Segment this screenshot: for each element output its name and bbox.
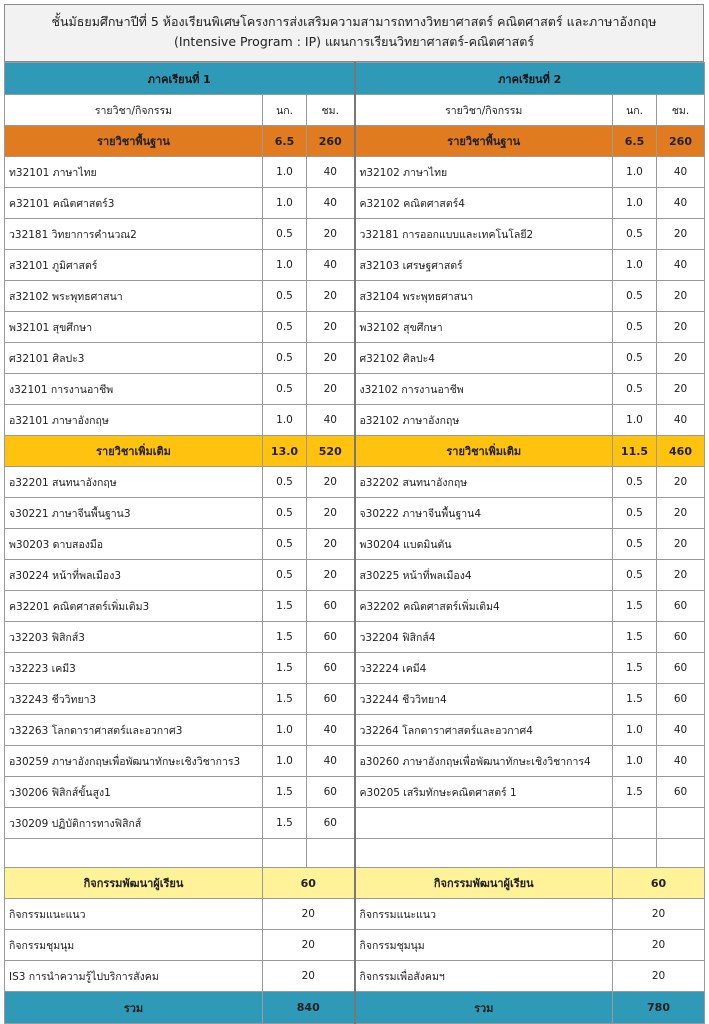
subject-s1: ค32201 คณิตศาสตร์เพิ่มเติม3	[5, 591, 263, 622]
credits-s1: 1.0	[263, 250, 307, 281]
basic-label-s1: รายวิชาพื้นฐาน	[5, 126, 263, 157]
hours-s1: 20	[307, 343, 355, 374]
credits-s2: 1.0	[613, 188, 657, 219]
col-subject-s1: รายวิชา/กิจกรรม	[5, 95, 263, 126]
subject-s2: ส32104 พระพุทธศาสนา	[355, 281, 613, 312]
credits-s2: 1.5	[613, 653, 657, 684]
table-row	[5, 250, 705, 281]
credits-s1: 0.5	[263, 498, 307, 529]
column-header-row	[5, 95, 705, 126]
hours-s1: 60	[307, 653, 355, 684]
subject-s2: ว32244 ชีววิทยา4	[355, 684, 613, 715]
subject-s1: ว30206 ฟิสิกส์ขั้นสูง1	[5, 777, 263, 808]
basic-label-s2: รายวิชาพื้นฐาน	[355, 126, 613, 157]
basic-credits-s2: 6.5	[613, 126, 657, 157]
hours-s1: 20	[307, 498, 355, 529]
total-hours-s1: 840	[263, 992, 355, 1024]
extra-label-s2: รายวิชาเพิ่มเติม	[355, 436, 613, 467]
hours-s2: 40	[657, 188, 705, 219]
credits-s1: 0.5	[263, 312, 307, 343]
credits-s1: 0.5	[263, 343, 307, 374]
credits-s2: 1.0	[613, 157, 657, 188]
hours-s2: 20	[657, 343, 705, 374]
activity-s1: IS3 การนำความรู้ไปบริการสังคม	[5, 961, 263, 992]
extra-credits-s2: 11.5	[613, 436, 657, 467]
table-row	[5, 777, 705, 808]
blank-row	[5, 839, 705, 868]
credits-s1: 1.5	[263, 808, 307, 839]
extra-credits-s1: 13.0	[263, 436, 307, 467]
credits-s2: 0.5	[613, 343, 657, 374]
hours-s2: 20	[657, 560, 705, 591]
credits-s2: 1.0	[613, 405, 657, 436]
table-row	[5, 930, 705, 961]
col-hours-s2: ชม.	[657, 95, 705, 126]
credits-s1: 1.0	[263, 157, 307, 188]
hours-s2: 20	[657, 467, 705, 498]
semester-1-header: ภาคเรียนที่ 1	[5, 63, 355, 95]
activities-hours-s2: 60	[613, 868, 705, 899]
activity-hours-s1: 20	[263, 930, 355, 961]
credits-s2: 1.5	[613, 684, 657, 715]
table-row	[5, 560, 705, 591]
credits-s1: 1.5	[263, 622, 307, 653]
hours-s2: 20	[657, 498, 705, 529]
activities-label-s1: กิจกรรมพัฒนาผู้เรียน	[5, 868, 263, 899]
activity-hours-s1: 20	[263, 961, 355, 992]
hours-s1: 20	[307, 467, 355, 498]
hours-s2: 60	[657, 622, 705, 653]
col-hours-s1: ชม.	[307, 95, 355, 126]
subject-s2: พ30204 แบดมินตัน	[355, 529, 613, 560]
extra-label-s1: รายวิชาเพิ่มเติม	[5, 436, 263, 467]
credits-s1: 0.5	[263, 529, 307, 560]
table-row	[5, 467, 705, 498]
credits-s2: 0.5	[613, 498, 657, 529]
table-row	[5, 746, 705, 777]
credits-s1: 0.5	[263, 374, 307, 405]
hours-s1: 60	[307, 591, 355, 622]
subject-s1: จ30221 ภาษาจีนพื้นฐาน3	[5, 498, 263, 529]
table-row	[5, 529, 705, 560]
subject-s2: ว32224 เคมี4	[355, 653, 613, 684]
subject-s2: ค32102 คณิตศาสตร์4	[355, 188, 613, 219]
table-row	[5, 312, 705, 343]
activity-s2: กิจกรรมแนะแนว	[355, 899, 613, 930]
hours-s2: 60	[657, 684, 705, 715]
subject-s2: ว32181 การออกแบบและเทคโนโลยี2	[355, 219, 613, 250]
col-credits-s2: นก.	[613, 95, 657, 126]
hours-s2: 60	[657, 777, 705, 808]
hours-s1: 60	[307, 808, 355, 839]
hours-s1: 20	[307, 374, 355, 405]
table-row	[5, 961, 705, 992]
subject-s1: ท32101 ภาษาไทย	[5, 157, 263, 188]
curriculum-table	[4, 62, 705, 1024]
basic-hours-s1: 260	[307, 126, 355, 157]
hours-s2	[657, 808, 705, 839]
activity-s2: กิจกรรมชุมนุม	[355, 930, 613, 961]
subject-s1: ว32243 ชีววิทยา3	[5, 684, 263, 715]
subject-s1: อ30259 ภาษาอังกฤษเพื่อพัฒนาทักษะเชิงวิชาการ3	[5, 746, 263, 777]
total-hours-s2: 780	[613, 992, 705, 1024]
hours-s1: 40	[307, 746, 355, 777]
table-row	[5, 405, 705, 436]
subject-s2: ง32102 การงานอาชีพ	[355, 374, 613, 405]
subject-s1: ส32101 ภูมิศาสตร์	[5, 250, 263, 281]
credits-s1: 1.5	[263, 777, 307, 808]
credits-s1: 1.5	[263, 684, 307, 715]
hours-s1: 20	[307, 312, 355, 343]
subject-s2	[355, 808, 613, 839]
subject-s1: ว32263 โลกดาราศาสตร์และอวกาศ3	[5, 715, 263, 746]
subject-s1: ว32181 วิทยาการคำนวณ2	[5, 219, 263, 250]
hours-s2: 40	[657, 746, 705, 777]
total-row	[5, 992, 705, 1024]
subject-s2: ว32264 โลกดาราศาสตร์และอวกาศ4	[355, 715, 613, 746]
hours-s2: 60	[657, 591, 705, 622]
title-line-2: (Intensive Program : IP) แผนการเรียนวิทยาศาสตร์-คณิตศาสตร์	[173, 34, 535, 49]
additional-subjects-header	[5, 436, 705, 467]
col-subject-s2: รายวิชา/กิจกรรม	[355, 95, 613, 126]
semester-2-header: ภาคเรียนที่ 2	[355, 63, 705, 95]
subject-s2: ว32204 ฟิสิกส์4	[355, 622, 613, 653]
credits-s2: 1.5	[613, 622, 657, 653]
credits-s2: 1.5	[613, 777, 657, 808]
credits-s1: 0.5	[263, 560, 307, 591]
credits-s2	[613, 808, 657, 839]
hours-s1: 40	[307, 250, 355, 281]
page-title	[4, 4, 704, 62]
hours-s1: 60	[307, 684, 355, 715]
hours-s1: 20	[307, 219, 355, 250]
credits-s1: 0.5	[263, 219, 307, 250]
credits-s1: 1.5	[263, 591, 307, 622]
subject-s1: ว30209 ปฏิบัติการทางฟิสิกส์	[5, 808, 263, 839]
table-row	[5, 498, 705, 529]
table-row	[5, 715, 705, 746]
table-row	[5, 622, 705, 653]
activities-hours-s1: 60	[263, 868, 355, 899]
basic-credits-s1: 6.5	[263, 126, 307, 157]
credits-s1: 1.5	[263, 653, 307, 684]
table-row	[5, 808, 705, 839]
credits-s2: 1.0	[613, 746, 657, 777]
basic-subjects-header	[5, 126, 705, 157]
activity-hours-s1: 20	[263, 899, 355, 930]
subject-s2: ศ32102 ศิลปะ4	[355, 343, 613, 374]
hours-s1: 40	[307, 405, 355, 436]
hours-s2: 20	[657, 219, 705, 250]
hours-s1: 60	[307, 622, 355, 653]
col-credits-s1: นก.	[263, 95, 307, 126]
hours-s2: 60	[657, 653, 705, 684]
table-row	[5, 684, 705, 715]
total-label-s1: รวม	[5, 992, 263, 1024]
credits-s2: 1.5	[613, 591, 657, 622]
extra-hours-s1: 520	[307, 436, 355, 467]
subject-s2: พ32102 สุขศึกษา	[355, 312, 613, 343]
curriculum-sheet	[4, 4, 704, 1018]
hours-s1: 40	[307, 715, 355, 746]
table-row	[5, 343, 705, 374]
hours-s2: 20	[657, 312, 705, 343]
subject-s2: จ30222 ภาษาจีนพื้นฐาน4	[355, 498, 613, 529]
credits-s2: 0.5	[613, 560, 657, 591]
hours-s1: 40	[307, 188, 355, 219]
subject-s1: ว32223 เคมี3	[5, 653, 263, 684]
activity-s1: กิจกรรมชุมนุม	[5, 930, 263, 961]
subject-s1: อ32201 สนทนาอังกฤษ	[5, 467, 263, 498]
subject-s2: อ32102 ภาษาอังกฤษ	[355, 405, 613, 436]
credits-s1: 0.5	[263, 281, 307, 312]
subject-s1: ว32203 ฟิสิกส์3	[5, 622, 263, 653]
extra-hours-s2: 460	[657, 436, 705, 467]
subject-s1: พ32101 สุขศึกษา	[5, 312, 263, 343]
credits-s2: 1.0	[613, 715, 657, 746]
subject-s2: ส30225 หน้าที่พลเมือง4	[355, 560, 613, 591]
hours-s2: 20	[657, 374, 705, 405]
subject-s2: ค32202 คณิตศาสตร์เพิ่มเติม4	[355, 591, 613, 622]
subject-s1: ง32101 การงานอาชีพ	[5, 374, 263, 405]
activity-hours-s2: 20	[613, 899, 705, 930]
subject-s2: อ30260 ภาษาอังกฤษเพื่อพัฒนาทักษะเชิงวิชาการ4	[355, 746, 613, 777]
credits-s1: 1.0	[263, 405, 307, 436]
hours-s1: 60	[307, 777, 355, 808]
subject-s2: ท32102 ภาษาไทย	[355, 157, 613, 188]
credits-s2: 1.0	[613, 250, 657, 281]
credits-s2: 0.5	[613, 467, 657, 498]
subject-s1: ส32102 พระพุทธศาสนา	[5, 281, 263, 312]
credits-s2: 0.5	[613, 374, 657, 405]
hours-s1: 20	[307, 281, 355, 312]
activity-hours-s2: 20	[613, 930, 705, 961]
total-label-s2: รวม	[355, 992, 613, 1024]
credits-s1: 1.0	[263, 188, 307, 219]
table-row	[5, 219, 705, 250]
activity-s2: กิจกรรมเพื่อสังคมฯ	[355, 961, 613, 992]
activity-s1: กิจกรรมแนะแนว	[5, 899, 263, 930]
hours-s1: 40	[307, 157, 355, 188]
table-row	[5, 281, 705, 312]
credits-s1: 0.5	[263, 467, 307, 498]
credits-s2: 0.5	[613, 219, 657, 250]
basic-hours-s2: 260	[657, 126, 705, 157]
hours-s2: 40	[657, 405, 705, 436]
credits-s1: 1.0	[263, 746, 307, 777]
activity-hours-s2: 20	[613, 961, 705, 992]
table-row	[5, 157, 705, 188]
hours-s2: 20	[657, 281, 705, 312]
table-row	[5, 591, 705, 622]
hours-s2: 20	[657, 529, 705, 560]
credits-s2: 0.5	[613, 312, 657, 343]
table-row	[5, 899, 705, 930]
credits-s1: 1.0	[263, 715, 307, 746]
subject-s1: ส30224 หน้าที่พลเมือง3	[5, 560, 263, 591]
activities-header	[5, 868, 705, 899]
semester-header-row	[5, 63, 705, 95]
hours-s2: 40	[657, 715, 705, 746]
subject-s1: ค32101 คณิตศาสตร์3	[5, 188, 263, 219]
subject-s1: พ30203 ดาบสองมือ	[5, 529, 263, 560]
hours-s2: 40	[657, 157, 705, 188]
credits-s2: 0.5	[613, 281, 657, 312]
title-line-1: ชั้นมัธยมศึกษาปีที่ 5 ห้องเรียนพิเศษโครงการส่งเสริมความสามารถทางวิทยาศาสตร์ คณิตศาสตร์ และภาษาอังกฤษ	[51, 14, 657, 29]
subject-s2: ส32103 เศรษฐศาสตร์	[355, 250, 613, 281]
hours-s2: 40	[657, 250, 705, 281]
hours-s1: 20	[307, 560, 355, 591]
subject-s1: ศ32101 ศิลปะ3	[5, 343, 263, 374]
subject-s2: ค30205 เสริมทักษะคณิตศาสตร์ 1	[355, 777, 613, 808]
table-row	[5, 653, 705, 684]
activities-label-s2: กิจกรรมพัฒนาผู้เรียน	[355, 868, 613, 899]
credits-s2: 0.5	[613, 529, 657, 560]
table-row	[5, 188, 705, 219]
hours-s1: 20	[307, 529, 355, 560]
subject-s1: อ32101 ภาษาอังกฤษ	[5, 405, 263, 436]
subject-s2: อ32202 สนทนาอังกฤษ	[355, 467, 613, 498]
table-row	[5, 374, 705, 405]
